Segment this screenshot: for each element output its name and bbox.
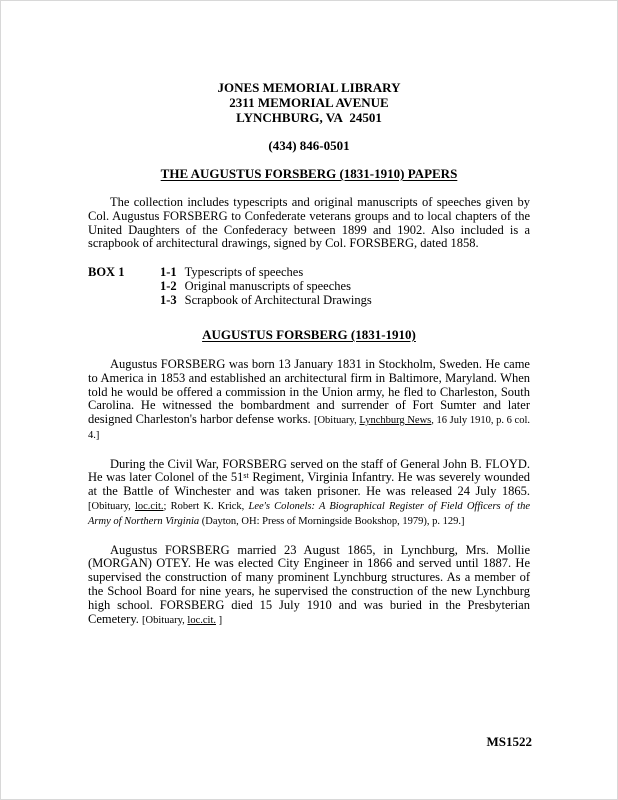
folder-description: Typescripts of speeches	[184, 265, 304, 280]
folder-number: 1-3	[160, 293, 177, 307]
folder-item	[160, 294, 530, 308]
folder-number: 1-1	[160, 265, 177, 280]
folder-item	[160, 266, 530, 280]
library-name: JONES MEMORIAL LIBRARY	[217, 80, 401, 95]
collection-description: The collection includes typescripts and original manuscripts of speeches given by Col. Augustus FORSBERG to Confederate veterans groups and to local chapters of the United Daughters of the Confederacy between 1899 and 1902. Also included is a scrapbook of architectural drawings, signed by Col. FORSBERG, dated 1858.	[88, 195, 530, 251]
box-inventory	[88, 266, 530, 308]
biography-paragraph-civil-war: During the Civil War, FORSBERG served on the staff of General John B. FLOYD. He was later Colonel of the 51st Regiment, Virginia Infantry. He was severely wounded at the Battle of Winchester and was taken prisoner. He was released 24 July 1865. [Obituary, loc.cit.; Robert K. Krick, Lee's Colonels: A Biographical Register of Field Officers of the Army of Northern Virginia (Dayton, OH: Press of Morningside Bookshop, 1979), p. 129.]	[88, 456, 530, 527]
library-phone: (434) 846-0501	[268, 138, 350, 153]
folder-description: Original manuscripts of speeches	[184, 279, 351, 294]
collection-title: THE AUGUSTUS FORSBERG (1831-1910) PAPERS	[160, 166, 458, 181]
folder-list	[160, 266, 530, 308]
library-city-state-zip: LYNCHBURG, VA 24501	[236, 110, 382, 125]
biography-paragraph-birth: Augustus FORSBERG was born 13 January 1831 in Stockholm, Sweden. He came to America in 1853 and established an architectural firm in Baltimore, Maryland. When told he would be offered a commission in the Union army, he fled to Charleston, South Carolina. He witnessed the bombardment and surrender of Fort Sumter and later designed Charleston's harbor defense works. [Obituary, Lynchburg News, 16 July 1910, p. 6 col. 4.]	[88, 356, 530, 441]
folder-description: Scrapbook of Architectural Drawings	[184, 293, 372, 307]
letterhead	[88, 80, 530, 181]
folder-item	[160, 280, 530, 294]
library-address: 2311 MEMORIAL AVENUE	[229, 95, 389, 110]
folder-number: 1-2	[160, 279, 177, 294]
box-label: BOX 1	[88, 265, 125, 280]
biography-paragraph-marriage-death: Augustus FORSBERG married 23 August 1865, in Lynchburg, Mrs. Mollie (MORGAN) OTEY. He was elected City Engineer in 1866 and served until 1887. He supervised the construction of many prominent Lynchburg structures. As a member of the School Board for nine years, he supervised the construction of the new Lynchburg high school. FORSBERG died 15 July 1910 and was buried in the Presbyterian Cemetery. [Obituary, loc.cit. ]	[88, 542, 530, 626]
biography-heading: AUGUSTUS FORSBERG (1831-1910)	[202, 326, 416, 342]
manuscript-number: MS1522	[486, 734, 532, 749]
